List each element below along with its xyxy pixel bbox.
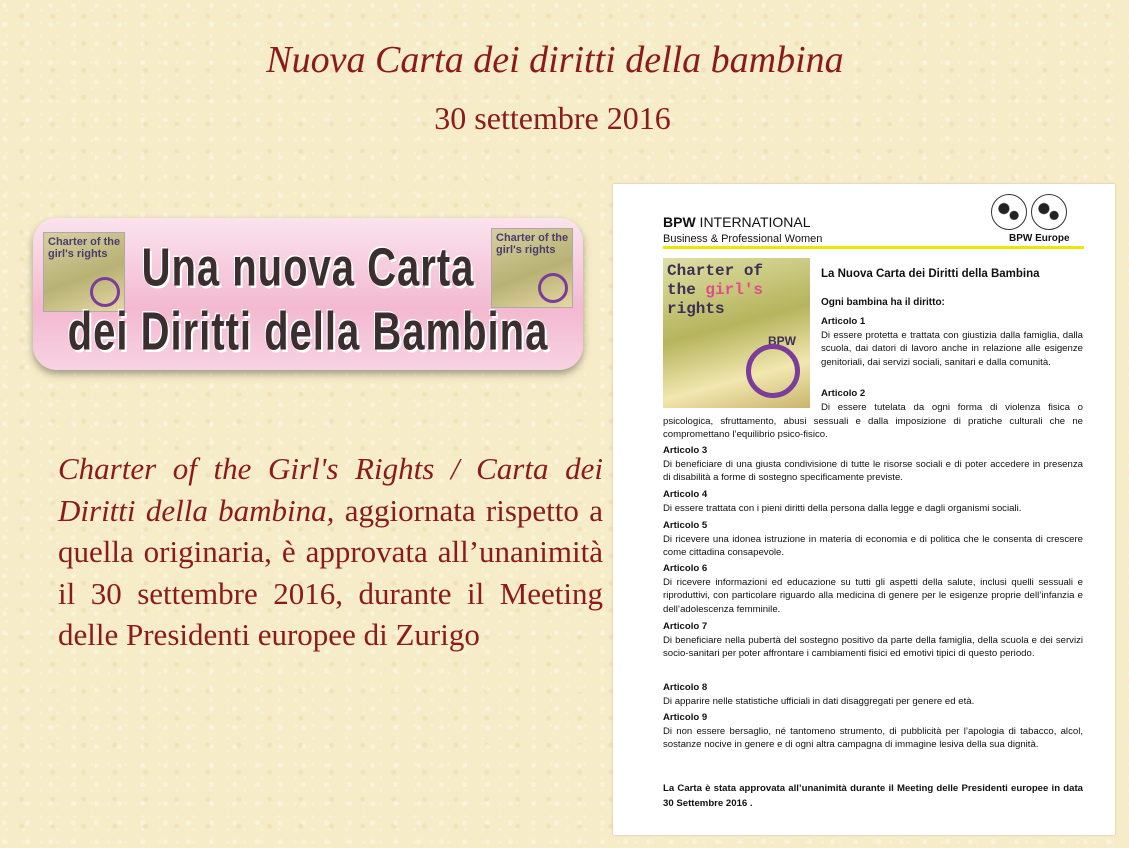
thumbnail-title: Charter of the girl's rights <box>496 232 569 256</box>
thumbnail-title: Charter of the girl's rights <box>48 236 121 260</box>
article-6: Articolo 6 Di ricevere informazioni ed educazione su tutti gli aspetti della salute, inclusi quelli sessuali e riproduttivi, con particolare riguardo alla medicina di genere per le esigenze proprie dell’infanzia e dell’adolescenza femminile. <box>663 563 1083 615</box>
article-8: Articolo 8 Di apparire nelle statistiche ufficiali in dati disaggregati per genere ed età. <box>663 682 975 707</box>
org-subtitle: Business & Professional Women <box>663 233 823 245</box>
document-intro: Ogni bambina ha il diritto: <box>821 297 945 308</box>
banner-line-1: Una nuova Carta <box>141 238 475 298</box>
article-9: Articolo 9 Di non essere bersaglio, né tantomeno strumento, di pubblicità per l’apologia di tabacco, alcol, sostanze nocive in genere e di ogni altra campagna di immagine lesiva della sua dignità. <box>663 712 1083 751</box>
article-2-heading: Articolo 2 <box>821 388 866 399</box>
slide-title: Nuova Carta dei diritti della bambina <box>266 39 844 81</box>
article-3: Articolo 3 Di beneficiare di una giusta condivisione di tutte le risorse sociali e di poter accedere in presenza di disabilità a forme di sostegno specificamente previste. <box>663 445 1083 484</box>
banner-line-2: dei Diritti della Bambina <box>67 302 549 362</box>
banner-image <box>33 218 583 370</box>
charter-name: Charter of the Girl's Rights / Carta dei Diritti della bambina, <box>58 451 603 528</box>
bpw-europe-label: BPW Europe <box>1009 233 1070 244</box>
globe-icon <box>991 194 1027 230</box>
org-name: BPW INTERNATIONAL <box>663 214 811 230</box>
article-4: Articolo 4 Di essere trattata con i pieni diritti della persona dalla legge e dagli organismi sociali. <box>663 489 1022 514</box>
description-rest: aggiornata rispetto a quella originaria, è approvata all’unanimità il 30 settembre 2016, durante il Meeting delle Presidenti europee di Zurigo <box>58 492 603 652</box>
description-paragraph <box>58 448 603 656</box>
slide-date: 30 settembre 2016 <box>434 100 671 136</box>
charter-document <box>613 184 1115 835</box>
document-title: La Nuova Carta dei Diritti della Bambina <box>821 268 1040 280</box>
globe-icon <box>1031 194 1067 230</box>
ogr-logo-icon <box>746 344 800 398</box>
article-2-text: Di essere tutelata da ogni forma di violenza fisica o psicologica, sfruttamento, abusi sessuali e dalla imposizione di pratiche culturali che ne compromettano l’equilibrio psico-fisico. <box>663 402 1083 441</box>
header-divider <box>663 246 1084 249</box>
article-1: Articolo 1 Di essere protetta e trattata con giustizia dalla famiglia, dalla scuola, dai datori di lavoro anche in relazione alle esigenze genitoriali, dai servizi sociali, sanitari e dalla comunità. <box>821 316 1083 368</box>
article-7: Articolo 7 Di beneficiare nella pubertà del sostegno positivo da parte della famiglia, della scuola e dei servizi socio-sanitari per poter affrontare i cambiamenti fisici ed emotivi tipici di questo periodo. <box>663 621 1083 660</box>
cover-bpw-label: BPW <box>768 334 796 348</box>
article-5: Articolo 5 Di ricevere una idonea istruzione in materia di economia e di politica che le consenta di crescere come cittadina consapevole. <box>663 520 1083 559</box>
cover-title: Charter of the girl's rights <box>667 262 764 318</box>
charter-cover-image <box>663 258 810 408</box>
closing-statement: La Carta è stata approvata all’unanimità durante il Meeting delle Presidenti europee in data 30 Settembre 2016 . <box>663 783 1083 809</box>
